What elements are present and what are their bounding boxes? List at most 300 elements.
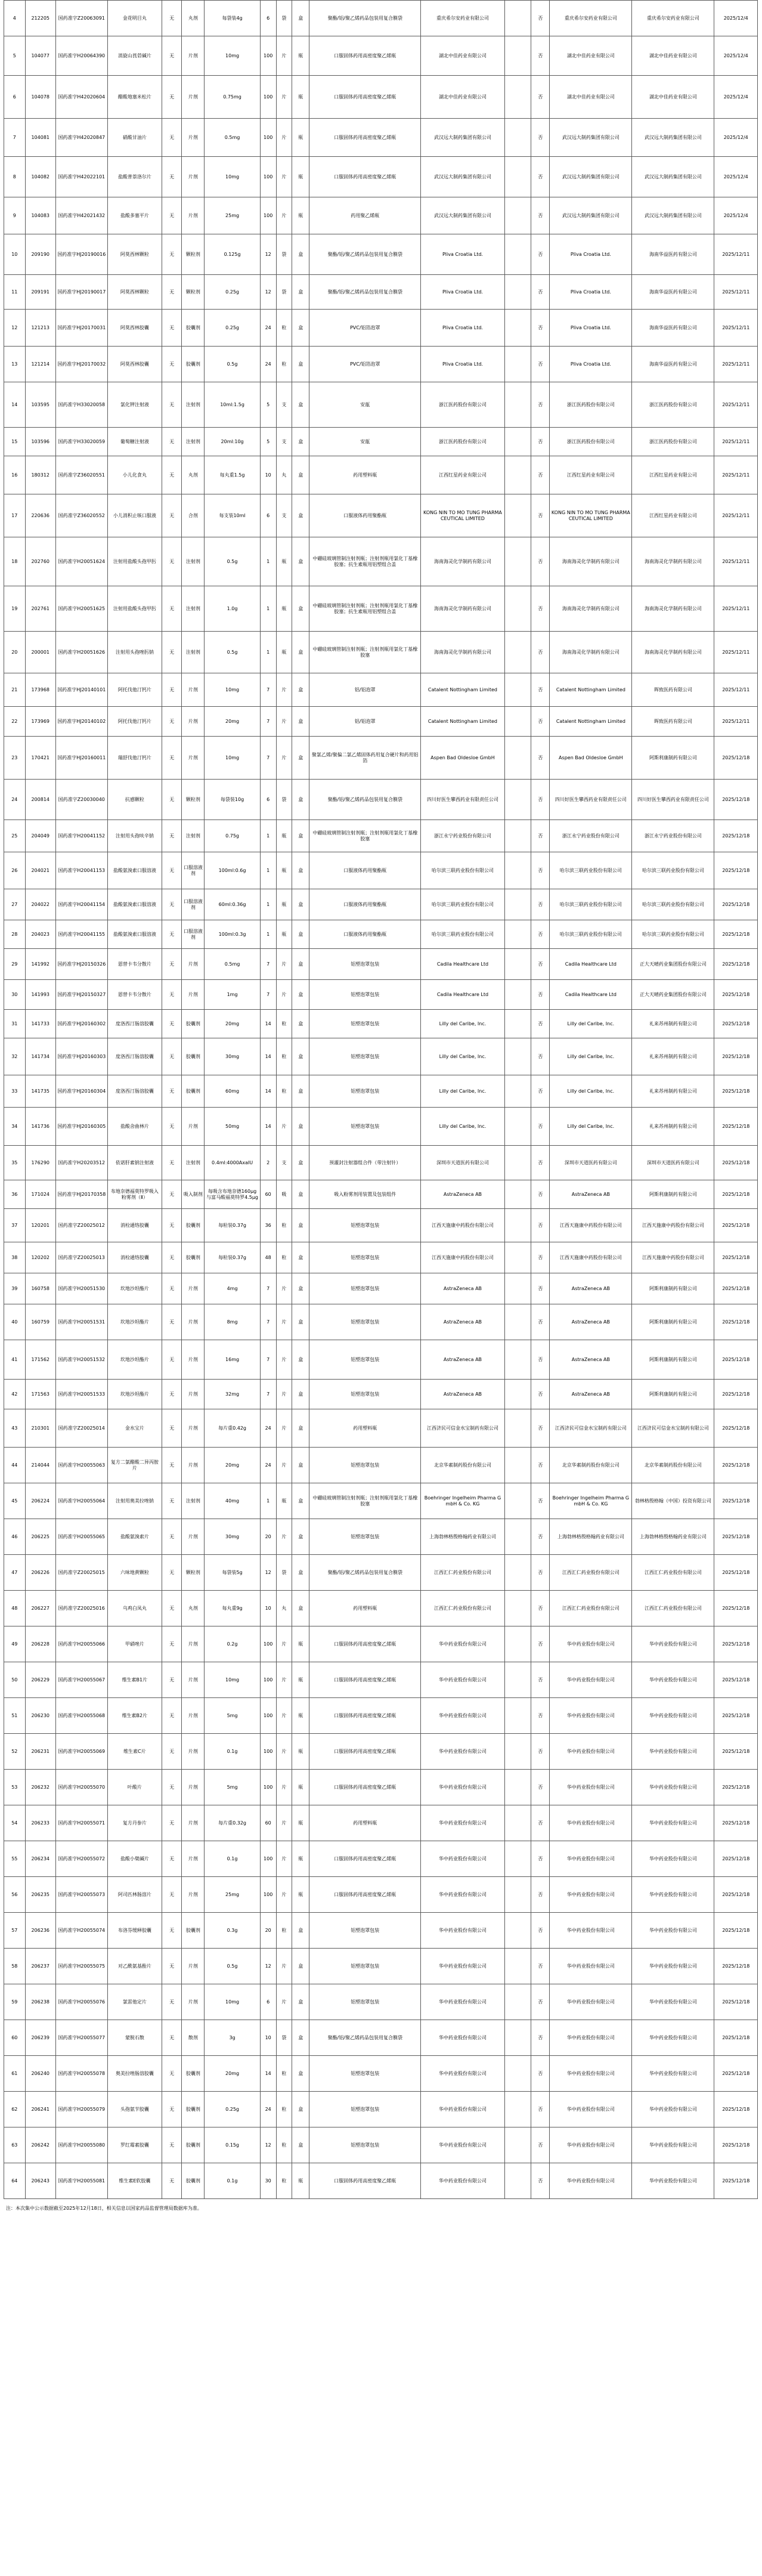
cell-approval: 国药准字H42022101: [55, 157, 107, 197]
cell-holder: Lilly del Caribe, Inc.: [550, 1075, 632, 1108]
cell-qty: 14: [260, 1038, 276, 1075]
cell-no: 51: [4, 1698, 26, 1734]
cell-name: 盐酸氨溴索口服溶液: [107, 889, 162, 920]
cell-no: 16: [4, 456, 26, 494]
cell-no: 44: [4, 1448, 26, 1483]
cell-spec: 每袋装5g: [205, 1555, 261, 1591]
table-body: [4, 1, 758, 2199]
cell-ptype: 无: [162, 76, 182, 119]
cell-pack: 盒: [292, 673, 309, 707]
cell-approval: 国药准字Z20025014: [55, 1409, 107, 1448]
table-row: [4, 586, 758, 632]
cell-maker: 武汉远大制药集团有限公司: [421, 197, 504, 234]
cell-ptype: 无: [162, 920, 182, 949]
cell-maker: 武汉远大制药集团有限公司: [421, 157, 504, 197]
cell-form: 片剂: [182, 1626, 205, 1662]
cell-date: 2025/12/4: [714, 197, 758, 234]
cell-name: 坎地沙坦酯片: [107, 1304, 162, 1340]
cell-holder: 华中药业股份有限公司: [550, 1841, 632, 1877]
cell-holder: 武汉远大制药集团有限公司: [550, 157, 632, 197]
cell-date: 2025/12/18: [714, 1010, 758, 1038]
cell-holder2: 海南华益医药有限公司: [632, 347, 714, 382]
cell-holder: 华中药业股份有限公司: [550, 1913, 632, 1949]
cell-approval: 国药准字H20051531: [55, 1304, 107, 1340]
cell-m3: 否: [531, 780, 550, 820]
cell-ptype: 无: [162, 1555, 182, 1591]
cell-id: 206231: [25, 1734, 55, 1770]
cell-material: 口服液体药用聚酯瓶: [309, 889, 421, 920]
cell-spec: 每粒装0.37g: [205, 1242, 261, 1273]
cell-no: 31: [4, 1010, 26, 1038]
cell-approval: 国药准字HJ20170358: [55, 1180, 107, 1209]
table-row: [4, 1340, 758, 1380]
cell-approval: 国药准字HJ20160302: [55, 1010, 107, 1038]
cell-maker: Lilly del Caribe, Inc.: [421, 1038, 504, 1075]
cell-pack: 盒: [292, 820, 309, 852]
cell-maker: AstraZeneca AB: [421, 1304, 504, 1340]
cell-approval: 国药准字H42020604: [55, 76, 107, 119]
cell-ptype: 无: [162, 1, 182, 36]
cell-ptype: 无: [162, 494, 182, 537]
cell-maker: KONG NIN TO MO TUNG PHARMACEUTICAL LIMITED: [421, 494, 504, 537]
cell-holder: 海南海灵化学制药有限公司: [550, 586, 632, 632]
cell-form: 胶囊剂: [182, 1242, 205, 1273]
cell-id: 206240: [25, 2056, 55, 2092]
cell-qty: 6: [260, 1, 276, 36]
cell-maker: AstraZeneca AB: [421, 1273, 504, 1304]
cell-m2: [504, 1075, 531, 1108]
cell-approval: 国药准字H20055078: [55, 2056, 107, 2092]
table-row: [4, 1448, 758, 1483]
cell-form: 注射剂: [182, 632, 205, 673]
cell-form: 片剂: [182, 1380, 205, 1409]
cell-m3: 否: [531, 1555, 550, 1591]
cell-maker: Pliva Croatia Ltd.: [421, 275, 504, 310]
cell-name: 恩替卡韦分散片: [107, 949, 162, 980]
cell-date: 2025/12/18: [714, 1075, 758, 1108]
table-row: [4, 1038, 758, 1075]
cell-pack: 盒: [292, 1949, 309, 1984]
cell-name: 盐酸舍曲林片: [107, 1108, 162, 1146]
cell-id: 206224: [25, 1483, 55, 1519]
cell-unit: 片: [276, 1805, 292, 1841]
cell-holder: 江西济民可信金水宝制药有限公司: [550, 1409, 632, 1448]
cell-approval: 国药准字H20055072: [55, 1841, 107, 1877]
cell-m2: [504, 119, 531, 157]
cell-ptype: 无: [162, 1409, 182, 1448]
cell-unit: 片: [276, 197, 292, 234]
cell-approval: 国药准字H20203512: [55, 1146, 107, 1180]
cell-holder2: 华中药业股份有限公司: [632, 1877, 714, 1913]
cell-holder: 浙江医药股份有限公司: [550, 382, 632, 428]
cell-date: 2025/12/18: [714, 1662, 758, 1698]
cell-date: 2025/12/18: [714, 1180, 758, 1209]
cell-material: 药用塑料瓶: [309, 1409, 421, 1448]
cell-pack: 盒: [292, 1555, 309, 1591]
cell-unit: 片: [276, 76, 292, 119]
cell-holder: Lilly del Caribe, Inc.: [550, 1108, 632, 1146]
cell-no: 56: [4, 1877, 26, 1913]
cell-no: 13: [4, 347, 26, 382]
cell-ptype: 无: [162, 119, 182, 157]
cell-m2: [504, 2056, 531, 2092]
cell-maker: Pliva Croatia Ltd.: [421, 234, 504, 275]
cell-unit: 支: [276, 1146, 292, 1180]
cell-name: 注射用盐酸头孢甲肟: [107, 586, 162, 632]
cell-form: 颗粒剂: [182, 1555, 205, 1591]
cell-unit: 瓶: [276, 1483, 292, 1519]
cell-holder: AstraZeneca AB: [550, 1380, 632, 1409]
cell-name: 消栓通络胶囊: [107, 1242, 162, 1273]
cell-holder2: 武汉远大制药集团有限公司: [632, 157, 714, 197]
cell-spec: 20ml:10g: [205, 428, 261, 456]
cell-material: 口服固体药用高密度聚乙烯瓶: [309, 1626, 421, 1662]
cell-ptype: 无: [162, 1877, 182, 1913]
cell-no: 28: [4, 920, 26, 949]
cell-pack: 盒: [292, 1, 309, 36]
cell-no: 35: [4, 1146, 26, 1180]
table-row: [4, 1075, 758, 1108]
cell-material: 口服固体药用高密度聚乙烯瓶: [309, 36, 421, 76]
cell-unit: 支: [276, 428, 292, 456]
drug-table: [4, 0, 758, 2199]
cell-m2: [504, 1626, 531, 1662]
cell-date: 2025/12/11: [714, 586, 758, 632]
cell-date: 2025/12/18: [714, 1984, 758, 2020]
table-row: [4, 310, 758, 347]
table-row: [4, 2127, 758, 2163]
cell-unit: 袋: [276, 275, 292, 310]
cell-qty: 7: [260, 673, 276, 707]
cell-spec: 5mg: [205, 1770, 261, 1805]
cell-approval: 国药准字H20055076: [55, 1984, 107, 2020]
cell-m3: 否: [531, 852, 550, 889]
cell-m3: 否: [531, 1949, 550, 1984]
cell-form: 片剂: [182, 157, 205, 197]
cell-unit: 粒: [276, 347, 292, 382]
cell-m2: [504, 456, 531, 494]
cell-no: 15: [4, 428, 26, 456]
cell-maker: 华中药业股份有限公司: [421, 2163, 504, 2199]
cell-name: 头孢氨苄胶囊: [107, 2092, 162, 2127]
cell-no: 23: [4, 737, 26, 780]
cell-spec: 16mg: [205, 1340, 261, 1380]
cell-material: 药用塑料瓶: [309, 1805, 421, 1841]
cell-maker: 哈尔滨三联药业股份有限公司: [421, 889, 504, 920]
cell-date: 2025/12/18: [714, 889, 758, 920]
cell-ptype: 无: [162, 1146, 182, 1180]
cell-ptype: 无: [162, 2056, 182, 2092]
cell-ptype: 无: [162, 1010, 182, 1038]
cell-no: 36: [4, 1180, 26, 1209]
cell-approval: 国药准字HJ20190016: [55, 234, 107, 275]
cell-form: 口服溶液剂: [182, 889, 205, 920]
cell-qty: 6: [260, 780, 276, 820]
cell-ptype: 无: [162, 234, 182, 275]
cell-holder: 华中药业股份有限公司: [550, 2092, 632, 2127]
cell-approval: 国药准字H42020847: [55, 119, 107, 157]
cell-material: 口服固体药用高密度聚乙烯瓶: [309, 76, 421, 119]
cell-no: 55: [4, 1841, 26, 1877]
cell-approval: 国药准字H20055070: [55, 1770, 107, 1805]
cell-material: 铝/铝泡罩: [309, 707, 421, 737]
cell-id: 206243: [25, 2163, 55, 2199]
cell-qty: 24: [260, 2092, 276, 2127]
cell-no: 12: [4, 310, 26, 347]
cell-spec: 100ml:0.6g: [205, 852, 261, 889]
cell-m2: [504, 586, 531, 632]
cell-qty: 100: [260, 1770, 276, 1805]
cell-m2: [504, 1734, 531, 1770]
cell-m2: [504, 1448, 531, 1483]
cell-m3: 否: [531, 2092, 550, 2127]
cell-no: 29: [4, 949, 26, 980]
cell-m3: 否: [531, 1448, 550, 1483]
cell-pack: 盒: [292, 980, 309, 1010]
table-row: [4, 2020, 758, 2056]
cell-unit: 丸: [276, 1591, 292, 1626]
cell-maker: Aspen Bad Oldesloe GmbH: [421, 737, 504, 780]
cell-m2: [504, 1209, 531, 1242]
cell-m3: 否: [531, 1180, 550, 1209]
cell-holder2: 华中药业股份有限公司: [632, 1698, 714, 1734]
cell-ptype: 无: [162, 456, 182, 494]
cell-holder: 华中药业股份有限公司: [550, 1984, 632, 2020]
cell-maker: 华中药业股份有限公司: [421, 2056, 504, 2092]
cell-material: 中硼硅玻璃管制注射剂瓶；注射剂瓶用氯化丁基橡胶塞: [309, 632, 421, 673]
cell-m3: 否: [531, 1340, 550, 1380]
cell-spec: 每袋装4g: [205, 1, 261, 36]
cell-ptype: 无: [162, 1448, 182, 1483]
cell-approval: 国药准字H20041153: [55, 852, 107, 889]
cell-qty: 7: [260, 707, 276, 737]
cell-material: 中硼硅玻璃管制注射剂瓶；注射剂瓶用氯化丁基橡胶塞: [309, 820, 421, 852]
cell-name: 依诺肝素钠注射液: [107, 1146, 162, 1180]
cell-holder2: 海南华益医药有限公司: [632, 275, 714, 310]
cell-approval: 国药准字H20041154: [55, 889, 107, 920]
table-row: [4, 1877, 758, 1913]
cell-m2: [504, 494, 531, 537]
cell-material: 中硼硅玻璃管制注射剂瓶；注射剂瓶用氯化丁基橡胶塞: [309, 1483, 421, 1519]
cell-pack: 盒: [292, 1010, 309, 1038]
cell-maker: 华中药业股份有限公司: [421, 1734, 504, 1770]
table-row: [4, 1108, 758, 1146]
cell-id: 200814: [25, 780, 55, 820]
cell-qty: 7: [260, 1304, 276, 1340]
table-row: [4, 1698, 758, 1734]
cell-qty: 20: [260, 1913, 276, 1949]
table-row: [4, 1591, 758, 1626]
cell-holder: 上海勃林格殷格翰药业有限公司: [550, 1519, 632, 1555]
cell-unit: 片: [276, 980, 292, 1010]
cell-material: 预灌封注射器组合件（带注射针）: [309, 1146, 421, 1180]
cell-ptype: 无: [162, 2020, 182, 2056]
cell-holder: Pliva Croatia Ltd.: [550, 275, 632, 310]
cell-pack: 盒: [292, 852, 309, 889]
cell-ptype: 无: [162, 1483, 182, 1519]
cell-holder: 江西汇仁药业股份有限公司: [550, 1591, 632, 1626]
table-row: [4, 1180, 758, 1209]
cell-holder: 江西天施康中药股份有限公司: [550, 1209, 632, 1242]
cell-form: 片剂: [182, 980, 205, 1010]
cell-id: 160759: [25, 1304, 55, 1340]
cell-no: 21: [4, 673, 26, 707]
cell-holder: 华中药业股份有限公司: [550, 1626, 632, 1662]
cell-maker: Lilly del Caribe, Inc.: [421, 1010, 504, 1038]
cell-holder: AstraZeneca AB: [550, 1273, 632, 1304]
cell-approval: 国药准字H20041152: [55, 820, 107, 852]
cell-name: 注射用奥美拉唑钠: [107, 1483, 162, 1519]
cell-date: 2025/12/18: [714, 2092, 758, 2127]
cell-form: 片剂: [182, 1304, 205, 1340]
cell-pack: 盒: [292, 382, 309, 428]
cell-date: 2025/12/18: [714, 1591, 758, 1626]
cell-material: 口服固体药用高密度聚乙烯瓶: [309, 1877, 421, 1913]
cell-name: 维生素B2片: [107, 1698, 162, 1734]
cell-pack: 瓶: [292, 1662, 309, 1698]
cell-ptype: 无: [162, 889, 182, 920]
table-row: [4, 707, 758, 737]
cell-form: 胶囊剂: [182, 310, 205, 347]
cell-holder: Aspen Bad Oldesloe GmbH: [550, 737, 632, 780]
cell-spec: 1.0g: [205, 586, 261, 632]
cell-approval: 国药准字Z20025013: [55, 1242, 107, 1273]
cell-spec: 10mg: [205, 673, 261, 707]
cell-ptype: 无: [162, 1626, 182, 1662]
cell-pack: 盒: [292, 234, 309, 275]
cell-spec: 20mg: [205, 1448, 261, 1483]
cell-holder: 四川好医生攀西药业有限责任公司: [550, 780, 632, 820]
cell-holder2: 华中药业股份有限公司: [632, 2127, 714, 2163]
cell-m2: [504, 1519, 531, 1555]
cell-approval: 国药准字HJ20160011: [55, 737, 107, 780]
cell-holder: 江西天施康中药股份有限公司: [550, 1242, 632, 1273]
cell-holder: 华中药业股份有限公司: [550, 1698, 632, 1734]
cell-no: 22: [4, 707, 26, 737]
table-row: [4, 1304, 758, 1340]
cell-material: 药用塑料瓶: [309, 456, 421, 494]
cell-qty: 7: [260, 1380, 276, 1409]
cell-holder2: 江西济民可信金水宝制药有限公司: [632, 1409, 714, 1448]
cell-approval: 国药准字H20051532: [55, 1340, 107, 1380]
cell-date: 2025/12/18: [714, 820, 758, 852]
cell-approval: 国药准字H20064390: [55, 36, 107, 76]
cell-unit: 粒: [276, 1209, 292, 1242]
cell-no: 25: [4, 820, 26, 852]
cell-form: 片剂: [182, 1770, 205, 1805]
cell-spec: 0.5mg: [205, 119, 261, 157]
cell-approval: 国药准字HJ20160304: [55, 1075, 107, 1108]
cell-m3: 否: [531, 382, 550, 428]
cell-date: 2025/12/18: [714, 1805, 758, 1841]
cell-form: 片剂: [182, 707, 205, 737]
cell-date: 2025/12/11: [714, 707, 758, 737]
cell-unit: 粒: [276, 2163, 292, 2199]
cell-spec: 0.75g: [205, 820, 261, 852]
cell-pack: 盒: [292, 1273, 309, 1304]
cell-id: 220636: [25, 494, 55, 537]
cell-no: 47: [4, 1555, 26, 1591]
cell-approval: 国药准字H20055069: [55, 1734, 107, 1770]
cell-m3: 否: [531, 1770, 550, 1805]
cell-unit: 片: [276, 1380, 292, 1409]
cell-unit: 片: [276, 1949, 292, 1984]
cell-ptype: 无: [162, 949, 182, 980]
cell-maker: 华中药业股份有限公司: [421, 1913, 504, 1949]
cell-ptype: 无: [162, 1304, 182, 1340]
cell-pack: 盒: [292, 1483, 309, 1519]
cell-holder2: 阿斯利康制药有限公司: [632, 1304, 714, 1340]
cell-qty: 60: [260, 1180, 276, 1209]
table-row: [4, 1626, 758, 1662]
cell-ptype: 无: [162, 428, 182, 456]
cell-id: 170421: [25, 737, 55, 780]
cell-spec: 10mg: [205, 737, 261, 780]
cell-holder: 海南海灵化学制药有限公司: [550, 632, 632, 673]
cell-approval: 国药准字H20051530: [55, 1273, 107, 1304]
cell-qty: 14: [260, 1010, 276, 1038]
cell-m3: 否: [531, 1304, 550, 1340]
cell-holder2: 重庆希尔安药业有限公司: [632, 1, 714, 36]
cell-maker: 浙江医药股份有限公司: [421, 382, 504, 428]
cell-id: 210301: [25, 1409, 55, 1448]
cell-qty: 24: [260, 1409, 276, 1448]
cell-m3: 否: [531, 1841, 550, 1877]
cell-no: 41: [4, 1340, 26, 1380]
cell-qty: 12: [260, 1555, 276, 1591]
cell-id: 141736: [25, 1108, 55, 1146]
cell-no: 53: [4, 1770, 26, 1805]
cell-ptype: 无: [162, 1075, 182, 1108]
cell-maker: 华中药业股份有限公司: [421, 2127, 504, 2163]
table-row: [4, 1770, 758, 1805]
cell-no: 7: [4, 119, 26, 157]
cell-material: 铝塑泡罩包装: [309, 1949, 421, 1984]
cell-ptype: 无: [162, 1108, 182, 1146]
cell-date: 2025/12/18: [714, 1626, 758, 1662]
cell-maker: Pliva Croatia Ltd.: [421, 310, 504, 347]
cell-holder2: 华中药业股份有限公司: [632, 2092, 714, 2127]
cell-holder: 江西汇仁药业股份有限公司: [550, 1555, 632, 1591]
cell-no: 48: [4, 1591, 26, 1626]
cell-pack: 瓶: [292, 36, 309, 76]
cell-form: 注射剂: [182, 382, 205, 428]
cell-m2: [504, 1273, 531, 1304]
cell-approval: 国药准字H20055077: [55, 2020, 107, 2056]
cell-m3: 否: [531, 1146, 550, 1180]
cell-date: 2025/12/11: [714, 310, 758, 347]
cell-name: 恩替卡韦分散片: [107, 980, 162, 1010]
cell-holder2: 浙江医药股份有限公司: [632, 382, 714, 428]
cell-date: 2025/12/18: [714, 1038, 758, 1075]
cell-unit: 袋: [276, 234, 292, 275]
cell-holder: 武汉远大制药集团有限公司: [550, 197, 632, 234]
cell-m3: 否: [531, 949, 550, 980]
cell-unit: 片: [276, 1698, 292, 1734]
cell-holder: Catalent Nottingham Limited: [550, 673, 632, 707]
cell-m3: 否: [531, 275, 550, 310]
table-row: [4, 1380, 758, 1409]
cell-holder2: 江西天施康中药股份有限公司: [632, 1242, 714, 1273]
cell-pack: 盒: [292, 737, 309, 780]
cell-no: 24: [4, 780, 26, 820]
footnote: 注：本次集中公示数据截至2025年12月18日，相关信息以国家药品监督管理局数据库为准。: [6, 2206, 202, 2211]
cell-material: 口服固体药用高密度聚乙烯瓶: [309, 1770, 421, 1805]
cell-form: 片剂: [182, 76, 205, 119]
cell-unit: 粒: [276, 1038, 292, 1075]
cell-holder2: 江西汇仁药业股份有限公司: [632, 1591, 714, 1626]
cell-material: 口服固体药用高密度聚乙烯瓶: [309, 1734, 421, 1770]
